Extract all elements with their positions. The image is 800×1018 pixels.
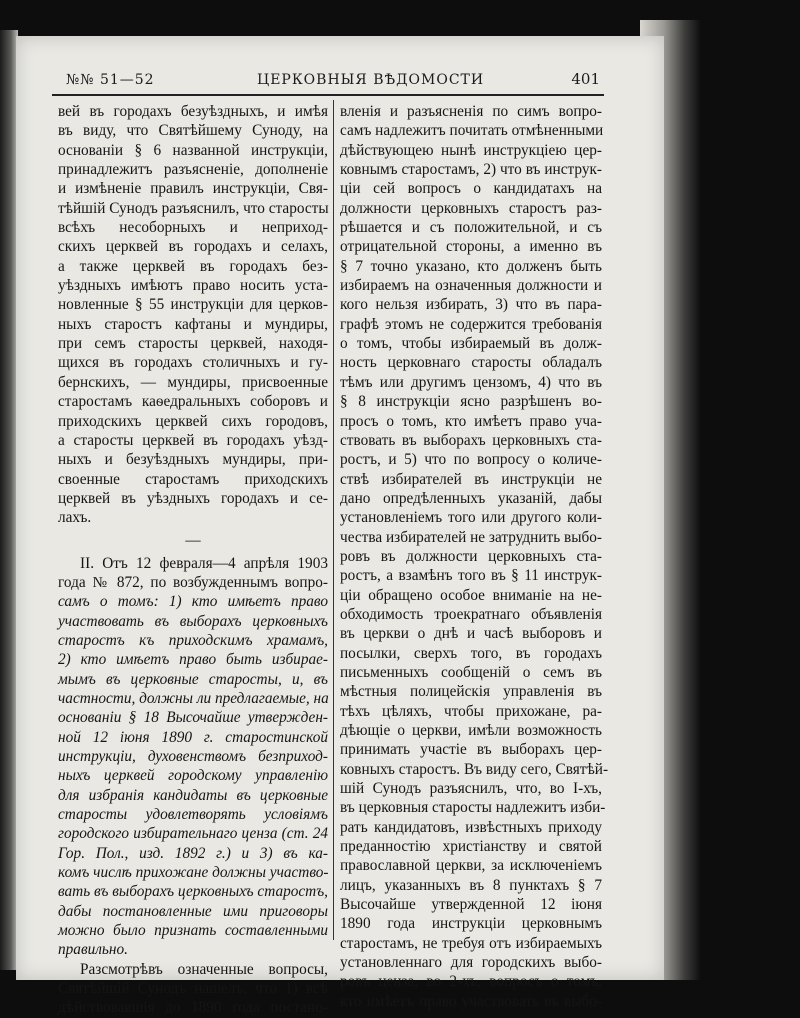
text-line: письменныхъ сообщеній о семъ въ <box>340 663 602 681</box>
text-line: ствовать въ выборахъ церковныхъ ста- <box>340 431 602 449</box>
text-line: дѣющіе о церкви, имѣли возможность <box>340 722 602 739</box>
text-line: ной 12 іюня 1890 г. старостинской <box>58 728 328 746</box>
text-line: старостамъ каѳедральныхъ соборовъ и <box>58 393 328 411</box>
text-line: графѣ этомъ не содержится требованія <box>340 315 602 333</box>
text-line: должности церковныхъ старостъ раз- <box>340 199 602 217</box>
text-line: въ церкви о днѣ и часѣ выборовъ и <box>340 625 602 643</box>
text-line: дѣйствовавшія до 1890 года постано- <box>58 999 328 1017</box>
text-line: комъ числѣ прихожане должны участво- <box>58 864 329 882</box>
text-line: принадлежитъ разъясненіе, дополненіе <box>58 161 328 179</box>
page-number: 401 <box>571 70 600 88</box>
running-header <box>52 68 604 96</box>
text-line: 2) кто имѣетъ право быть избирае- <box>58 651 328 669</box>
text-line: всѣхъ несоборныхъ и неприход- <box>58 219 328 237</box>
text-line: для избранія кандидаты въ церковные <box>58 786 328 804</box>
text-line: принимать участіе въ выборахъ цер- <box>340 741 602 759</box>
text-line: а старосты церквей въ городахъ уѣзд- <box>58 431 328 449</box>
text-line: православной церкви, за исключеніемъ <box>340 857 602 875</box>
text-line: Гор. Пол., изд. 1892 г.) и 3) въ ка- <box>58 844 328 862</box>
text-line: и измѣненіе правилъ инструкціи, Свя- <box>58 180 328 198</box>
text-line: года № 872, по возбужденнымъ вопро- <box>58 573 328 591</box>
text-line: старостамъ, не требуя отъ избираемыхъ <box>340 934 602 952</box>
text-line: правильно. <box>58 941 128 959</box>
text-line: въ церковныя старосты надлежитъ изби- <box>340 799 606 817</box>
text-line: ность церковнаго старосты обладалъ <box>340 354 602 372</box>
left-column <box>58 102 328 1018</box>
text-line: ростъ, а взамѣнъ того въ § 11 инструк- <box>340 567 602 585</box>
text-line: уѣздныхъ имѣютъ право носить уста- <box>58 277 328 295</box>
text-line: рѣшается и съ положительной, и съ <box>340 219 602 237</box>
text-line: ныхъ и безуѣздныхъ мундиры, при- <box>58 451 328 469</box>
text-line: ковныхъ старостъ. Въ виду сего, Святѣй- <box>340 760 609 778</box>
text-line: вленія и разъясненія по симъ вопро- <box>340 103 602 120</box>
text-line: самъ надлежитъ почитать отмѣненными <box>340 122 604 140</box>
text-line: Высочайше утвержденной 12 іюня <box>340 896 602 914</box>
text-line: ныхъ церквей городскому управленію <box>58 767 328 785</box>
text-line: своенные старостамъ приходскихъ <box>58 470 328 488</box>
section-2-questions <box>58 592 328 960</box>
text-line: ствѣ избирателей въ инструкціи не <box>340 470 602 488</box>
text-line: скихъ церквей въ городахъ и селахъ, <box>58 238 328 256</box>
text-line: ростъ, и 5) что по вопросу о количе- <box>340 451 602 469</box>
text-line: бернскихъ, — мундиры, присвоенные <box>58 373 328 391</box>
text-line: лицъ, указанныхъ въ 8 пунктахъ § 7 <box>340 876 602 894</box>
text-line: Святѣйшій Сунодъ нашелъ, что 1) всѣ <box>58 980 328 998</box>
text-line: церквей въ уѣздныхъ городахъ и се- <box>58 489 328 507</box>
right-column <box>340 102 609 1011</box>
text-line: просъ о томъ, кто имѣетъ право уча- <box>340 412 602 430</box>
text-line: мѣстныя полицейскія управленія въ <box>340 683 602 701</box>
text-line: городского избирательнаго ценза (ст. 24 <box>58 825 328 843</box>
text-line: отрицательной стороны, а именно въ <box>340 238 602 256</box>
text-line: II. Отъ 12 февраля—4 апрѣля 1903 <box>80 554 328 572</box>
text-line: вей въ городахъ безуѣздныхъ, и имѣя <box>58 103 328 120</box>
text-line: основаніи § 18 Высочайше утвержден- <box>58 709 328 727</box>
text-line: тѣхъ цѣляхъ, чтобы прихожане, ра- <box>340 702 602 720</box>
text-line: въ виду, что Святѣйшему Суноду, на <box>58 122 328 140</box>
text-line: щихся въ городахъ столичныхъ и гу- <box>58 354 328 372</box>
text-line: новленные § 55 инструкціи для церков- <box>58 296 328 314</box>
section-separator: — <box>185 531 201 549</box>
text-line: кого нельзя избирать, 3) что въ пара- <box>340 296 602 314</box>
text-line: ровъ ценза, во 2-хъ, вопросъ о томъ, <box>340 973 602 991</box>
section-2-heading <box>58 554 328 593</box>
text-line: ковнымъ старостамъ, 2) что въ инструк- <box>340 161 602 179</box>
text-line: при семъ старосты церквей, находя- <box>58 335 328 353</box>
text-line: старостъ къ приходскимъ храмамъ, <box>58 631 328 649</box>
text-line: рать кандидатовъ, извѣстныхъ приходу <box>340 818 602 836</box>
text-line: § 8 инструкціи ясно разрѣшенъ во- <box>340 393 602 411</box>
text-line: о томъ, чтобы избираемый въ долж- <box>340 335 602 353</box>
text-line: участвовать въ выборахъ церковныхъ <box>58 612 328 630</box>
text-line: дѣйствующею нынѣ инструкціею цер- <box>340 141 602 159</box>
text-line: установленіемъ того или другого коли- <box>340 509 602 527</box>
text-line: ныхъ старостъ кафтаны и мундиры, <box>58 315 328 333</box>
text-line: чества избирателей не затруднить выбо- <box>340 528 603 546</box>
text-line: 1890 года инструкціи церковнымъ <box>340 915 602 933</box>
text-line: обходимость троекратнаго объявленія <box>340 605 602 623</box>
text-line: посылки, сверхъ того, въ городахъ <box>340 644 602 662</box>
text-line: кто имѣетъ право участвовать въ выбо- <box>340 992 602 1010</box>
text-line: приходскихъ церквей сихъ городовъ, <box>58 412 328 430</box>
text-line: тѣмъ или другимъ цензомъ, 4) что въ <box>340 373 602 391</box>
text-line: дано опредѣленныхъ указаній, дабы <box>340 489 602 507</box>
text-line: инструкціи, духовенствомъ безприход- <box>58 748 328 765</box>
text-line: а также церквей въ городахъ без- <box>58 257 328 275</box>
text-line: преданностію христіанству и святой <box>340 838 602 856</box>
text-line: можно было признать составленными <box>58 922 328 940</box>
text-line: мымъ въ церковные старосты, и, въ <box>58 670 328 688</box>
journal-title: ЦЕРКОВНЫЯ ВѢДОМОСТИ <box>257 72 485 88</box>
text-line: старосты удовлетворять условіямъ <box>58 806 328 824</box>
text-line: § 7 точно указано, кто долженъ быть <box>340 257 602 275</box>
text-line: избираемъ на означенныя должности и <box>340 277 602 295</box>
text-line: самъ о томъ: 1) кто имѣетъ право <box>58 593 328 611</box>
text-line: тѣйшій Сунодъ разъяснилъ, что старосты <box>58 199 329 217</box>
text-line: частности, должны ли предлагаемые, на <box>58 689 329 707</box>
text-line: ровъ въ должности церковныхъ ста- <box>340 547 602 565</box>
text-line: вать въ выборахъ церковныхъ старостъ, <box>58 883 328 901</box>
text-line: основаніи § 6 названной инструкціи, <box>58 141 328 159</box>
text-line: ціи сей вопросъ о кандидатахъ на <box>340 180 602 198</box>
text-line: Разсмотрѣвъ означенные вопросы, <box>80 960 328 978</box>
paragraph-3 <box>58 960 328 1018</box>
column-divider <box>333 100 334 940</box>
issue-number: №№ 51—52 <box>66 72 155 88</box>
text-line: дабы постановленные ими приговоры <box>58 902 328 920</box>
text-line: лахъ. <box>58 509 92 527</box>
text-line: ціи обращено особое вниманіе на не- <box>340 586 602 604</box>
paragraph-1 <box>58 102 328 528</box>
text-line: шій Сунодъ разъяснилъ, что, во I-хъ, <box>340 780 602 798</box>
text-line: установленнаго для городскихъ выбо- <box>340 954 602 972</box>
